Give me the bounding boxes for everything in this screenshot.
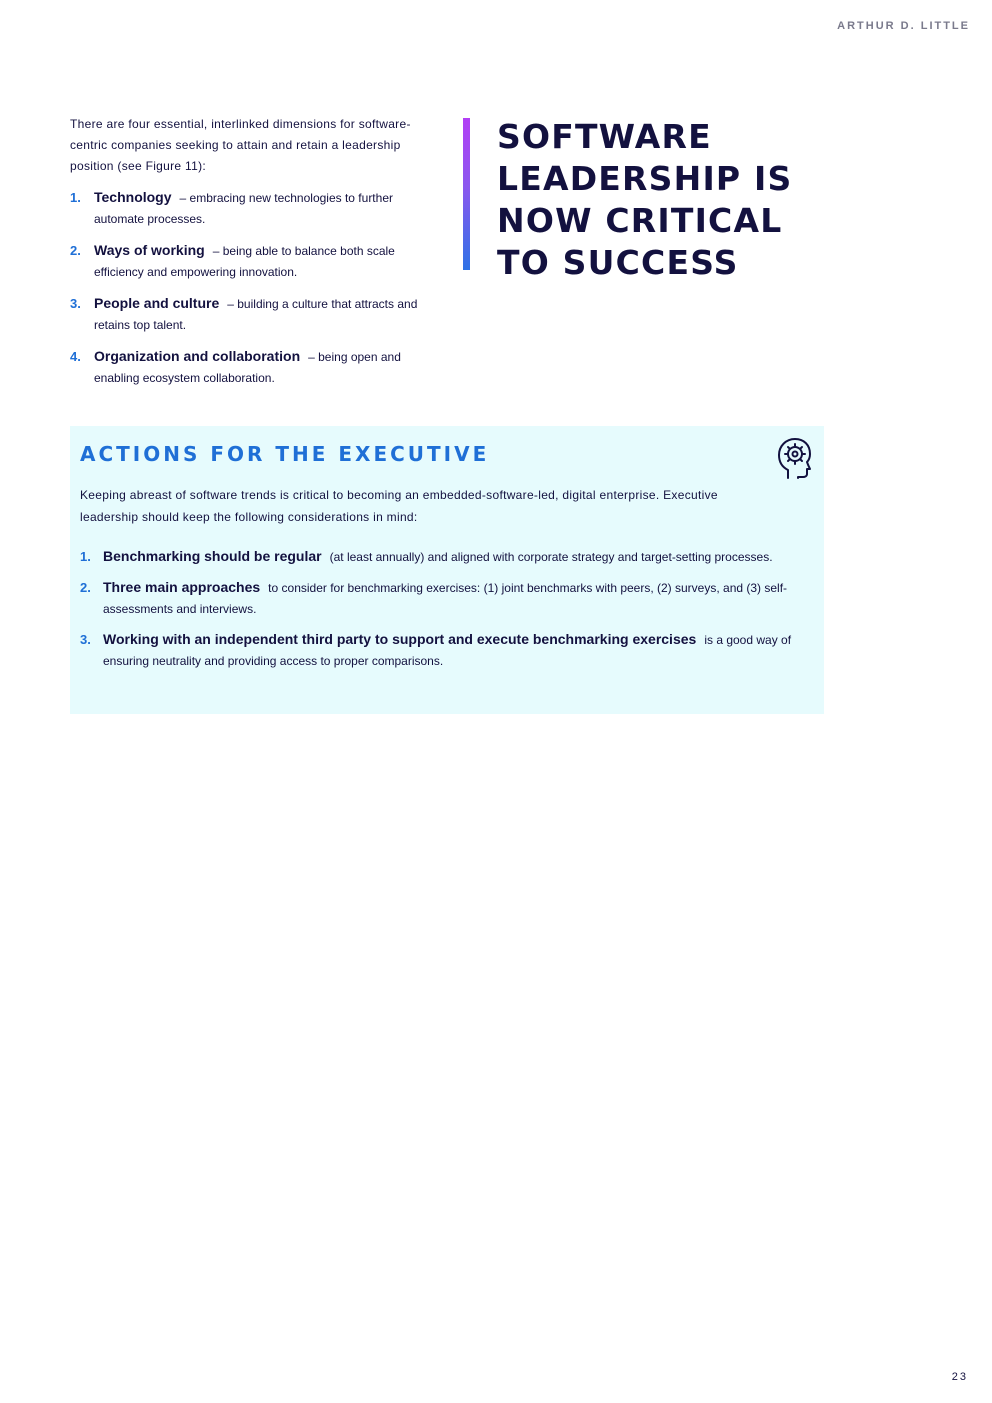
item-text: to consider for benchmarking exercises: (1) joint benchmarks with peers, (2) surveys, and (3) self-assessments and interviews. xyxy=(103,581,788,616)
list-item xyxy=(70,346,430,389)
dimensions-list xyxy=(70,187,430,389)
list-number: 2. xyxy=(80,580,91,595)
item-title: Technology xyxy=(94,189,172,205)
list-number: 1. xyxy=(80,549,91,564)
page-number: 23 xyxy=(951,1371,968,1383)
list-number: 3. xyxy=(80,632,91,647)
headline: SOFTWARE LEADERSHIP IS NOW CRITICAL TO SUCCESS xyxy=(497,117,793,282)
head-with-gear-icon xyxy=(774,436,814,480)
list-number: 3. xyxy=(70,296,81,311)
item-title: People and culture xyxy=(94,295,220,311)
item-title: Three main approaches xyxy=(103,579,261,595)
list-item xyxy=(80,546,812,568)
actions-panel xyxy=(70,426,824,714)
item-title: Benchmarking should be regular xyxy=(103,548,322,564)
item-text: – building a culture that attracts and retains top talent. xyxy=(94,297,418,332)
item-title: Organization and collaboration xyxy=(94,348,301,364)
actions-list xyxy=(80,546,812,672)
actions-title: ACTIONS FOR THE EXECUTIVE xyxy=(80,442,490,466)
item-text: is a good way of ensuring neutrality and providing access to proper comparisons. xyxy=(103,633,792,668)
list-number: 1. xyxy=(70,190,81,205)
item-title: Ways of working xyxy=(94,242,205,258)
item-text: – being open and enabling ecosystem collaboration. xyxy=(94,350,401,385)
list-item xyxy=(70,240,430,283)
item-text: – embracing new technologies to further automate processes. xyxy=(94,191,393,226)
list-item xyxy=(70,187,430,230)
brand-header: ARTHUR D. LITTLE xyxy=(837,20,970,32)
list-number: 2. xyxy=(70,243,81,258)
list-item xyxy=(70,293,430,336)
headline-block xyxy=(463,116,803,282)
list-item xyxy=(80,577,812,620)
intro-paragraph: There are four essential, interlinked dimensions for software-centric companies seeking to attain and retain a leadership position (see Figure 11): xyxy=(70,117,411,173)
gradient-accent-bar xyxy=(463,118,470,270)
item-text: (at least annually) and aligned with corporate strategy and target-setting processes. xyxy=(329,550,773,564)
left-column xyxy=(70,114,430,399)
list-item xyxy=(80,629,812,672)
list-number: 4. xyxy=(70,349,81,364)
actions-intro: Keeping abreast of software trends is critical to becoming an embedded-software-led, digital enterprise. Executive leadership should keep the following considerations in mind: xyxy=(80,488,718,524)
item-text: – being able to balance both scale efficiency and empowering innovation. xyxy=(94,244,395,279)
item-title: Working with an independent third party to support and execute benchmarking exercises xyxy=(103,631,697,647)
